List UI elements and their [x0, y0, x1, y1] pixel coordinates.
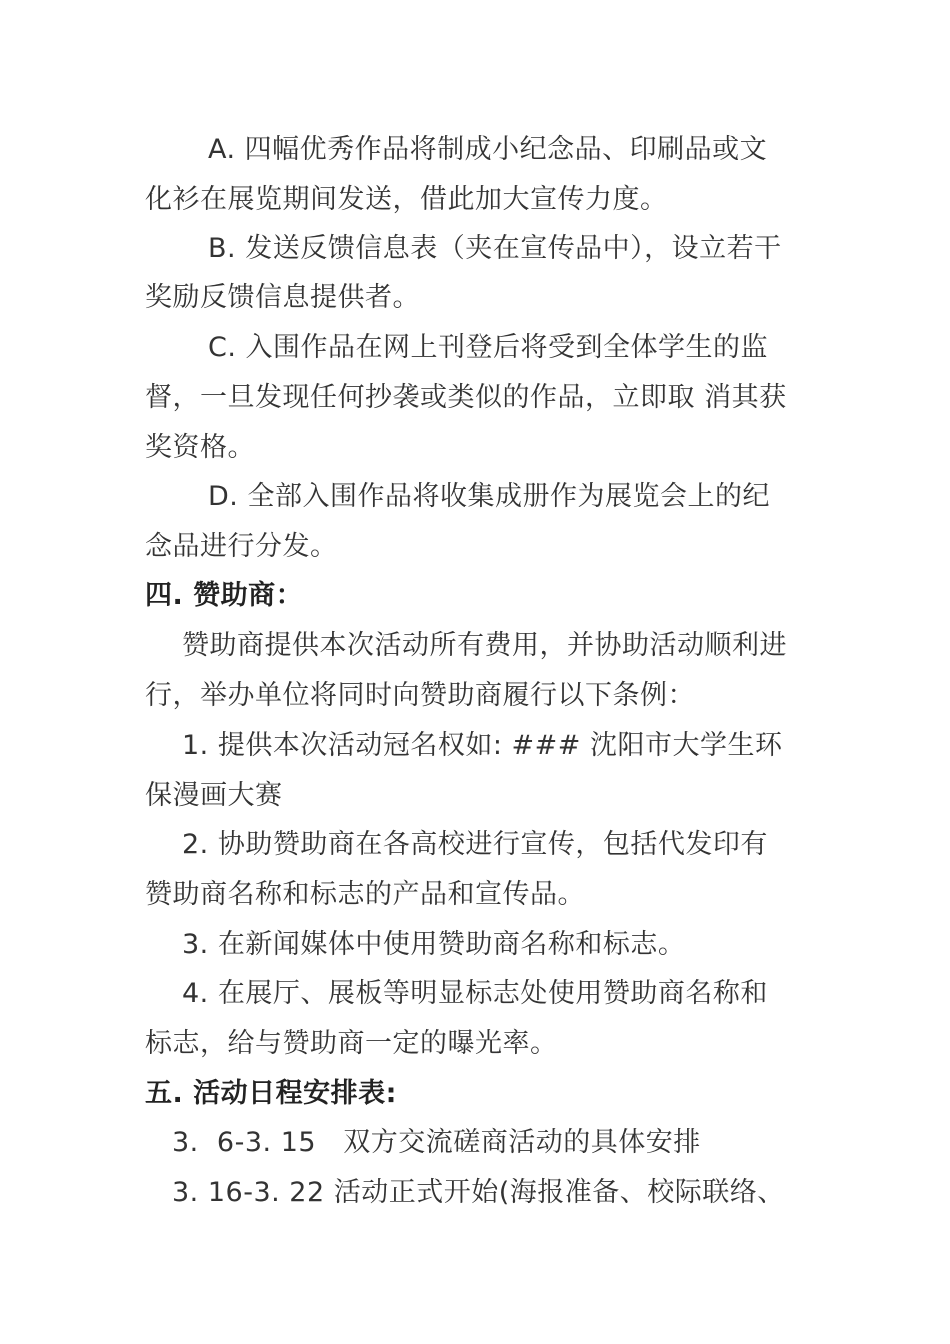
item-d-line-2: 念品进行分发。 — [145, 531, 338, 562]
sponsor-paragraph-line-2: 行，举办单位将同时向赞助商履行以下条例： — [145, 680, 695, 711]
section-heading-schedule: 五. 活动日程安排表: — [145, 1078, 397, 1109]
item-c-line-2: 督，一旦发现任何抄袭或类似的作品，立即取 消其获 — [145, 382, 787, 413]
item-d-line-1: D. 全部入围作品将收集成册作为展览会上的纪 — [208, 481, 770, 512]
item-a-line-1: A. 四幅优秀作品将制成小纪念品、印刷品或文 — [208, 134, 768, 165]
sponsor-item-4-line-1: 4. 在展厅、展板等明显标志处使用赞助商名称和 — [182, 978, 768, 1009]
schedule-row-2: 3. 16-3. 22 活动正式开始(海报准备、校际联络、 — [172, 1177, 785, 1208]
schedule-row-1: 3. 6-3. 15 双方交流磋商活动的具体安排 — [172, 1127, 701, 1158]
sponsor-item-3: 3. 在新闻媒体中使用赞助商名称和标志。 — [182, 929, 686, 960]
sponsor-paragraph-line-1: 赞助商提供本次活动所有费用，并协助活动顺利进 — [182, 630, 787, 661]
sponsor-item-1-line-2: 保漫画大赛 — [145, 780, 283, 811]
item-c-line-3: 奖资格。 — [145, 432, 255, 463]
item-b-line-2: 奖励反馈信息提供者。 — [145, 282, 420, 313]
sponsor-item-1-line-1: 1. 提供本次活动冠名权如: ### 沈阳市大学生环 — [182, 730, 783, 761]
section-heading-sponsors: 四. 赞助商： — [145, 580, 304, 611]
sponsor-item-4-line-2: 标志，给与赞助商一定的曝光率。 — [145, 1028, 558, 1059]
item-a-line-2: 化衫在展览期间发送，借此加大宣传力度。 — [145, 184, 668, 215]
sponsor-item-2-line-2: 赞助商名称和标志的产品和宣传品。 — [145, 879, 585, 910]
item-c-line-1: C. 入围作品在网上刊登后将受到全体学生的监 — [208, 332, 769, 363]
item-b-line-1: B. 发送反馈信息表（夹在宣传品中），设立若干 — [208, 233, 782, 264]
sponsor-item-2-line-1: 2. 协助赞助商在各高校进行宣传，包括代发印有 — [182, 829, 768, 860]
